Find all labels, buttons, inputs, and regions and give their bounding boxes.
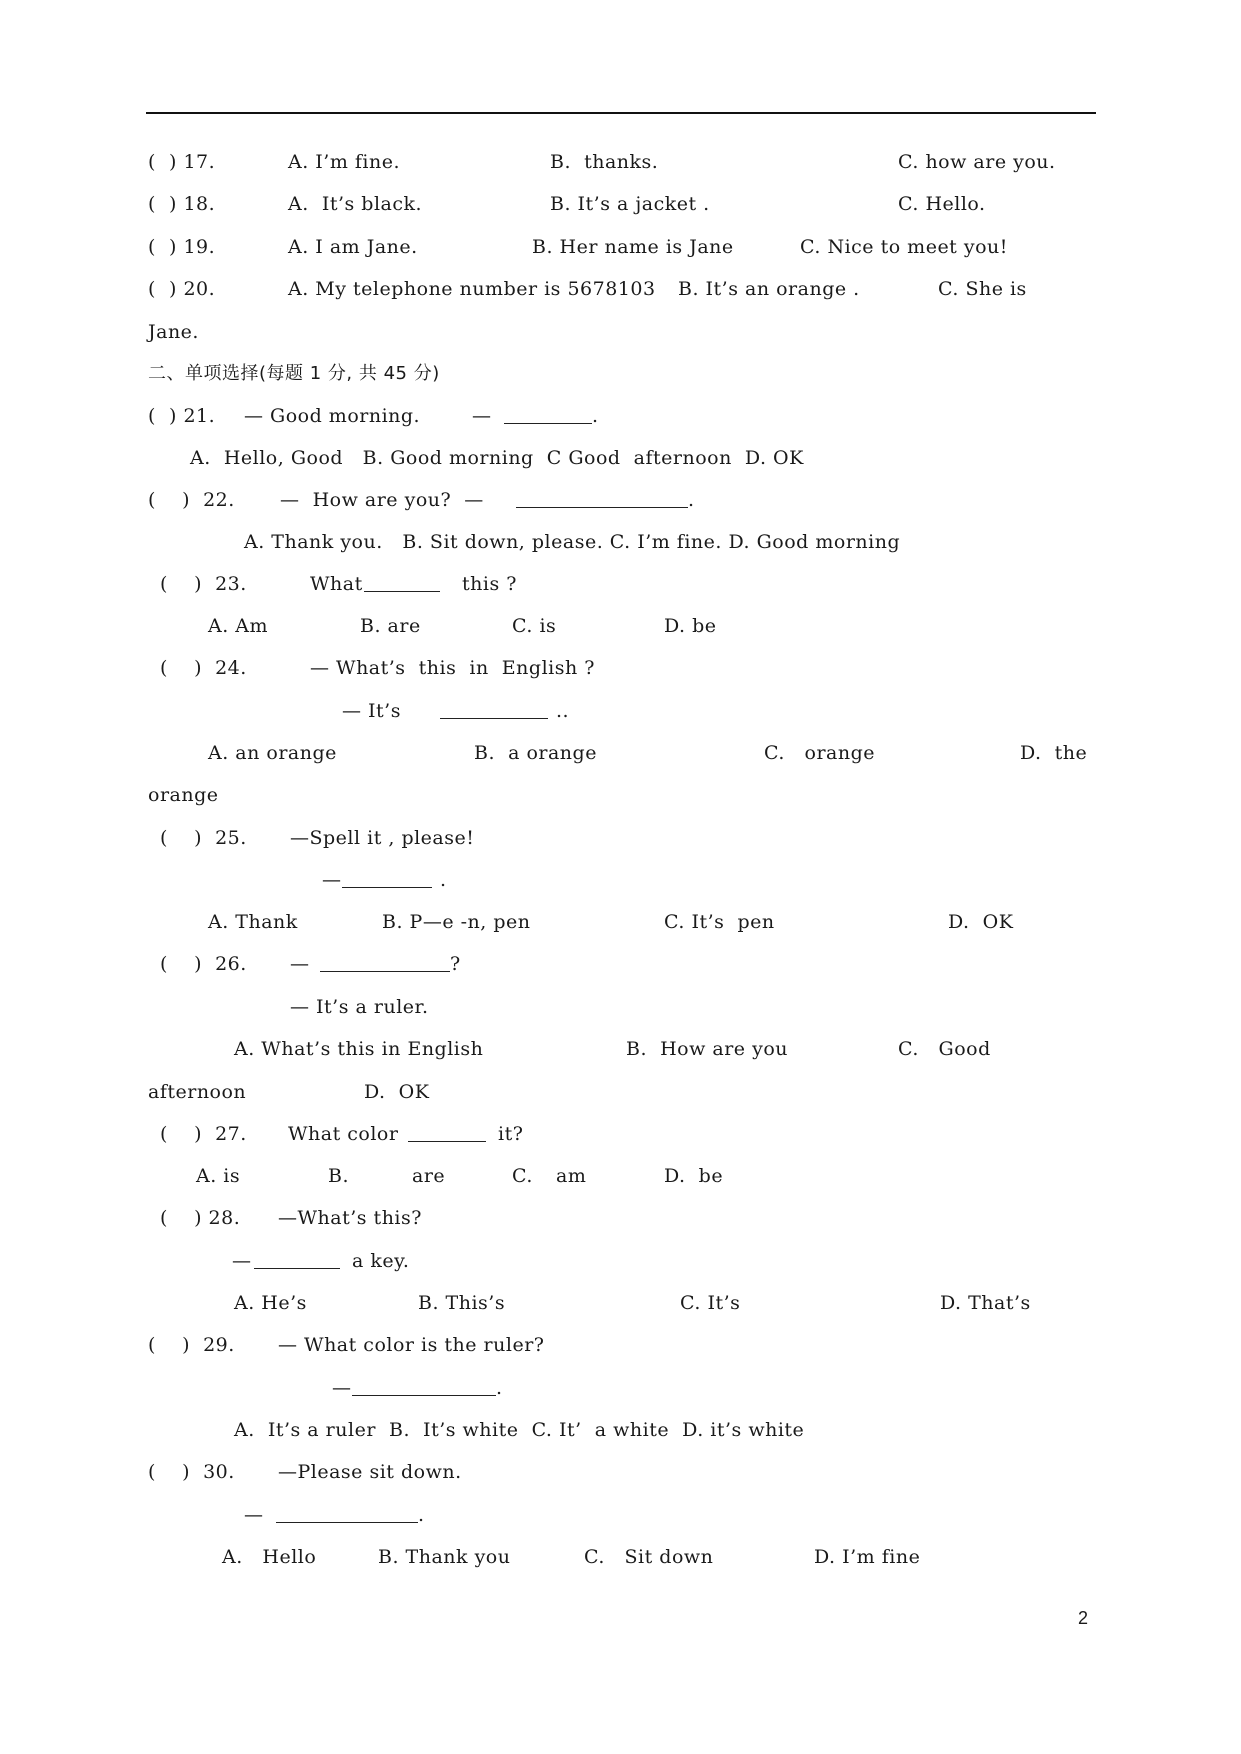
- q18-option-c: C. Hello.: [898, 193, 986, 215]
- q24-answer-start: — It’s: [342, 700, 401, 722]
- q24-option-c: C. orange: [764, 742, 876, 764]
- q28-option-d: D. That’s: [940, 1292, 1031, 1314]
- q26-option-a: A. What’s this in English: [234, 1038, 484, 1060]
- q22-options: A. Thank you. B. Sit down, please. C. I’m fine. D. Good morning: [244, 531, 901, 553]
- q21-dash: —: [472, 405, 492, 427]
- q30-option-c: C. Sit down: [584, 1546, 714, 1568]
- q25-option-d: D. OK: [948, 911, 1014, 933]
- q28-answer-dash: —: [232, 1250, 252, 1272]
- q28-question: —What’s this?: [278, 1207, 422, 1229]
- q19-option-c: C. Nice to meet you!: [800, 236, 1008, 258]
- q25-answer-blank: [342, 869, 432, 888]
- q27-question-end: it?: [498, 1123, 524, 1145]
- q17-option-a: A. I’m fine.: [288, 151, 401, 173]
- q23-question-start: What: [310, 573, 363, 595]
- q24-answer-blank: [440, 700, 548, 719]
- q21-end: .: [592, 405, 599, 427]
- q30-number: ( ) 30.: [148, 1461, 235, 1483]
- q20-option-c: C. She is: [938, 278, 1027, 300]
- q30-question: —Please sit down.: [278, 1461, 462, 1483]
- q20-option-b: B. It’s an orange .: [678, 278, 860, 300]
- q26-answer: — It’s a ruler.: [290, 996, 429, 1018]
- q24-option-d: D. the: [1020, 742, 1088, 764]
- q20-option-a: A. My telephone number is 5678103: [288, 278, 656, 300]
- q30-answer-dash: —: [244, 1504, 264, 1526]
- q27-option-b-text: are: [412, 1165, 446, 1187]
- q18-option-b: B. It’s a jacket .: [550, 193, 710, 215]
- q25-option-a: A. Thank: [208, 911, 298, 933]
- q21-number: ( ) 21.: [148, 405, 216, 427]
- q27-option-c-letter: C.: [512, 1165, 533, 1187]
- q29-answer-blank: [352, 1377, 496, 1396]
- q17-option-c: C. how are you.: [898, 151, 1056, 173]
- q24-option-b: B. a orange: [474, 742, 597, 764]
- q17-option-b: B. thanks.: [550, 151, 659, 173]
- q21-answer-blank: [504, 405, 592, 424]
- q29-options: A. It’s a ruler B. It’s white C. It’ a white D. it’s white: [234, 1419, 805, 1441]
- q26-end: ?: [450, 953, 461, 975]
- q23-option-c: C. is: [512, 615, 557, 637]
- q26-dash: —: [290, 953, 310, 975]
- q27-answer-blank: [408, 1123, 486, 1142]
- q27-option-a: A. is: [196, 1165, 241, 1187]
- q24-question: — What’s this in English ?: [310, 657, 595, 679]
- q20-option-c-continued: Jane.: [148, 321, 199, 343]
- q28-number: ( ) 28.: [160, 1207, 241, 1229]
- q22-answer-blank: [516, 489, 688, 508]
- page-number: 2: [1078, 1608, 1089, 1628]
- q30-answer-blank: [276, 1504, 418, 1523]
- q22-question: — How are you? —: [280, 489, 484, 511]
- section-heading: 二、单项选择(每题 1 分, 共 45 分): [148, 363, 440, 384]
- q29-number: ( ) 29.: [148, 1334, 235, 1356]
- q22-number: ( ) 22.: [148, 489, 235, 511]
- q20-number: ( ) 20.: [148, 278, 216, 300]
- q24-number: ( ) 24.: [160, 657, 247, 679]
- q26-option-c-continued: afternoon: [148, 1081, 247, 1103]
- q17-number: ( ) 17.: [148, 151, 216, 173]
- q23-question-end: this ?: [462, 573, 517, 595]
- q23-option-d: D. be: [664, 615, 717, 637]
- q29-answer-dash: —: [332, 1377, 352, 1399]
- q25-answer-end: .: [440, 869, 447, 891]
- q28-option-a: A. He’s: [234, 1292, 307, 1314]
- q25-answer-start: —: [322, 869, 342, 891]
- q28-option-b: B. This’s: [418, 1292, 506, 1314]
- q28-answer-end: a key.: [352, 1250, 410, 1272]
- q30-answer-end: .: [418, 1504, 425, 1526]
- q25-option-c: C. It’s pen: [664, 911, 775, 933]
- q21-options: A. Hello, Good B. Good morning C Good afternoon D. OK: [190, 447, 804, 469]
- q23-answer-blank: [364, 573, 440, 592]
- q19-number: ( ) 19.: [148, 236, 216, 258]
- q29-question: — What color is the ruler?: [278, 1334, 545, 1356]
- q28-option-c: C. It’s: [680, 1292, 741, 1314]
- q25-question: —Spell it , please!: [290, 827, 475, 849]
- q22-end: .: [688, 489, 695, 511]
- q28-answer-blank: [254, 1250, 340, 1269]
- q19-option-b: B. Her name is Jane: [532, 236, 734, 258]
- q21-question: — Good morning.: [244, 405, 421, 427]
- q27-number: ( ) 27.: [160, 1123, 247, 1145]
- q29-answer-end: .: [496, 1377, 503, 1399]
- q30-option-b: B. Thank you: [378, 1546, 511, 1568]
- q25-number: ( ) 25.: [160, 827, 247, 849]
- q18-option-a: A. It’s black.: [288, 193, 423, 215]
- q30-option-d: D. I’m fine: [814, 1546, 921, 1568]
- q24-option-a: A. an orange: [208, 742, 337, 764]
- q27-option-d: D. be: [664, 1165, 724, 1187]
- q30-option-a: A. Hello: [222, 1546, 317, 1568]
- q24-answer-end: ..: [556, 700, 570, 722]
- q18-number: ( ) 18.: [148, 193, 216, 215]
- q25-option-b: B. P—e -n, pen: [382, 911, 531, 933]
- q23-option-b: B. are: [360, 615, 421, 637]
- q26-number: ( ) 26.: [160, 953, 247, 975]
- q27-option-c-text: am: [556, 1165, 587, 1187]
- q26-option-d: D. OK: [364, 1081, 430, 1103]
- q19-option-a: A. I am Jane.: [288, 236, 418, 258]
- q23-option-a: A. Am: [208, 615, 269, 637]
- header-rule: [146, 112, 1096, 114]
- q26-question-blank: [320, 953, 450, 972]
- q27-option-b-letter: B.: [328, 1165, 350, 1187]
- q26-option-c: C. Good: [898, 1038, 991, 1060]
- q23-number: ( ) 23.: [160, 573, 247, 595]
- q24-option-d-continued: orange: [148, 784, 219, 806]
- q27-question-start: What color: [288, 1123, 399, 1145]
- q26-option-b: B. How are you: [626, 1038, 788, 1060]
